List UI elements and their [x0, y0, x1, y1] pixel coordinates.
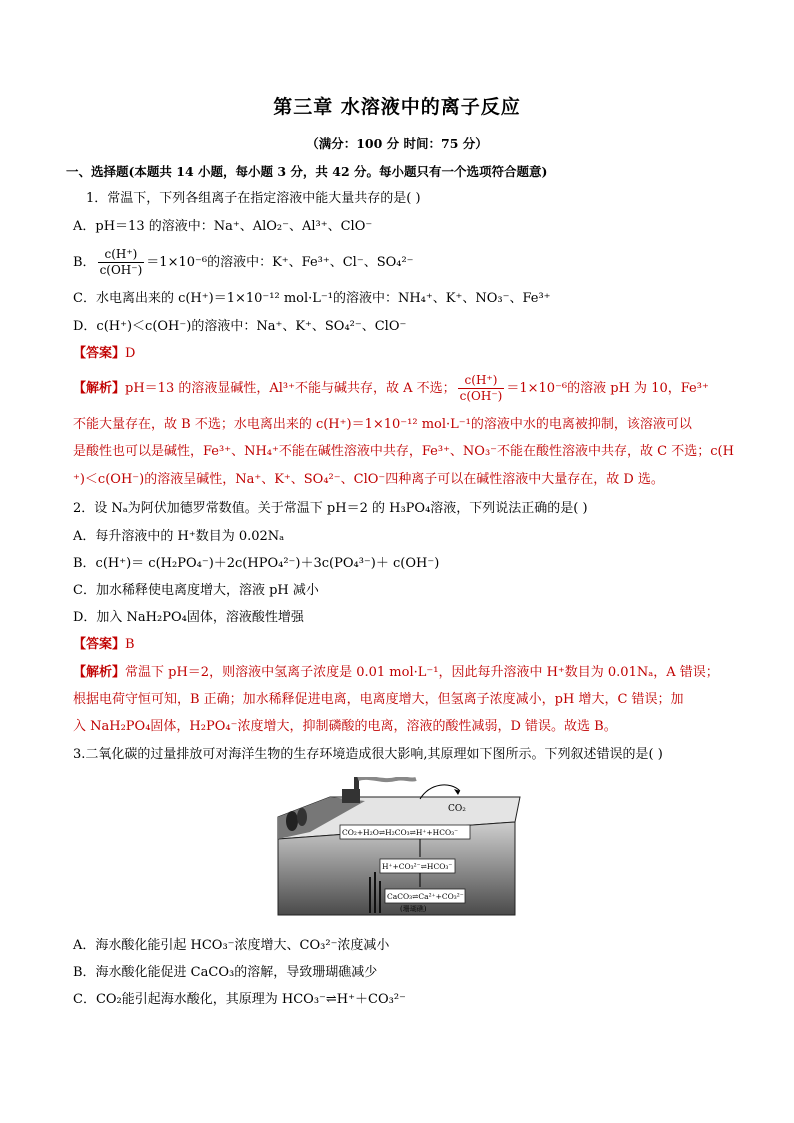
q1-explanation-text-a: pH＝13 的溶液显碱性，Al³⁺不能与碱共存，故 A 不选； [125, 381, 456, 396]
fig-eq1: CO₂+H₂O⇌H₂CO₃⇌H⁺+HCO₃⁻ [342, 828, 459, 837]
q2-explanation-line2: 根据电荷守恒可知，B 正确；加水稀释促进电离，电离度增大，但氢离子浓度减小，pH 增大，C 错误；加 [73, 692, 684, 707]
q1-explanation-label: 【解析】 [73, 381, 126, 396]
q2-stem: 2．设 Nₐ为阿伏加德罗常数值。关于常温下 pH＝2 的 H₃PO₄溶液，下列说法正确的是( ) [73, 501, 588, 516]
q2-option-d: D．加入 NaH₂PO₄固体，溶液酸性增强 [73, 610, 304, 625]
q1-explanation-line4: ⁺)＜c(OH⁻)的溶液呈碱性，Na⁺、K⁺、SO₄²⁻、ClO⁻四种离子可以在碱性溶液中大量存在，故 D 选。 [73, 472, 664, 487]
ocean-acidification-figure [270, 777, 525, 919]
q2-explanation-text: 常温下 pH＝2，则溶液中氢离子浓度是 0.01 mol·L⁻¹，因此每升溶液中 H⁺数目为 0.01Nₐ，A 错误； [125, 665, 719, 680]
q1-option-b-denominator: c(OH⁻) [99, 263, 143, 277]
q1-explanation-fraction [458, 373, 505, 404]
q1-answer-label: 【答案】 [73, 346, 126, 361]
q1-explanation-line3: 是酸性也可以是碱性，Fe³⁺、NH₄⁺不能在碱性溶液中共存，Fe³⁺、NO₃⁻不能在酸性溶液中共存，故 C 不选；c(H [73, 444, 734, 459]
q2-option-c: C．加水稀释使电离度增大，溶液 pH 减小 [73, 583, 319, 598]
q1-option-b-prefix: B． [73, 255, 96, 270]
q1-option-b-fraction [98, 247, 145, 278]
q2-explanation-label: 【解析】 [73, 665, 126, 680]
q1-explanation-numerator: c(H⁺) [458, 373, 505, 389]
q3-option-c: C．CO₂能引起海水酸化，其原理为 HCO₃⁻⇌H⁺＋CO₃²⁻ [73, 992, 406, 1007]
fig-eq3: CaCO₃⇌Ca²⁺+CO₃²⁻ [387, 892, 464, 901]
q3-option-b: B．海水酸化能促进 CaCO₃的溶解，导致珊瑚礁减少 [73, 965, 378, 980]
fig-eq2: H⁺+CO₃²⁻⇌HCO₃⁻ [382, 862, 453, 871]
q1-explanation-text-b: ＝1×10⁻⁶的溶液 pH 为 10，Fe³⁺ [506, 381, 709, 396]
smoke [358, 778, 416, 780]
q1-option-b-numerator: c(H⁺) [98, 247, 145, 263]
q2-option-b: B．c(H⁺)＝ c(H₂PO₄⁻)＋2c(HPO₄²⁻)＋3c(PO₄³⁻)＋ c(OH⁻) [73, 556, 440, 571]
section-heading: 一、选择题(本题共 14 小题，每小题 3 分，共 42 分。每小题只有一个选项符合题意) [66, 164, 548, 179]
factory [342, 789, 360, 803]
q2-explanation-line1 [73, 664, 794, 682]
q2-explanation-line3: 入 NaH₂PO₄固体，H₂PO₄⁻浓度增大，抑制磷酸的电离，溶液的酸性减弱，D 错误。故选 B。 [73, 719, 617, 734]
q1-answer-value: D [125, 346, 136, 361]
q1-option-c: C．水电离出来的 c(H⁺)＝1×10⁻¹² mol·L⁻¹的溶液中：NH₄⁺、K⁺、NO₃⁻、Fe³⁺ [73, 291, 551, 306]
q1-option-a: A．pH＝13 的溶液中：Na⁺、AlO₂⁻、Al³⁺、ClO⁻ [73, 219, 373, 234]
q1-explanation-line1 [73, 372, 794, 406]
q1-stem: 1．常温下，下列各组离子在指定溶液中能大量共存的是( ) [86, 191, 421, 206]
page-title: 第三章 水溶液中的离子反应 [273, 96, 521, 118]
q3-stem: 3.二氧化碳的过量排放可对海洋生物的生存环境造成很大影响,其原理如下图所示。下列叙述错误的是( ) [73, 747, 663, 762]
q1-option-b [73, 246, 794, 280]
q1-option-d: D．c(H⁺)＜c(OH⁻)的溶液中：Na⁺、K⁺、SO₄²⁻、ClO⁻ [73, 319, 407, 334]
fig-coral-label: (珊瑚礁) [400, 905, 427, 913]
q2-option-a: A．每升溶液中的 H⁺数目为 0.02Nₐ [73, 529, 285, 544]
q2-answer-value: B [125, 637, 135, 652]
fig-co2-label: CO₂ [448, 804, 466, 814]
q3-option-a: A．海水酸化能引起 HCO₃⁻浓度增大、CO₃²⁻浓度减小 [73, 938, 390, 953]
q2-answer [73, 636, 794, 654]
q1-option-b-rest: ＝1×10⁻⁶的溶液中：K⁺、Fe³⁺、Cl⁻、SO₄²⁻ [146, 255, 414, 270]
q1-explanation-denominator: c(OH⁻) [459, 389, 503, 403]
q1-explanation-line2: 不能大量存在，故 B 不选；水电离出来的 c(H⁺)＝1×10⁻¹² mol·L⁻¹的溶液中水的电离被抑制，该溶液可以 [73, 417, 692, 432]
q2-answer-label: 【答案】 [73, 637, 126, 652]
exam-meta: （满分：100 分 时间：75 分） [306, 136, 488, 151]
q1-answer [73, 345, 794, 363]
